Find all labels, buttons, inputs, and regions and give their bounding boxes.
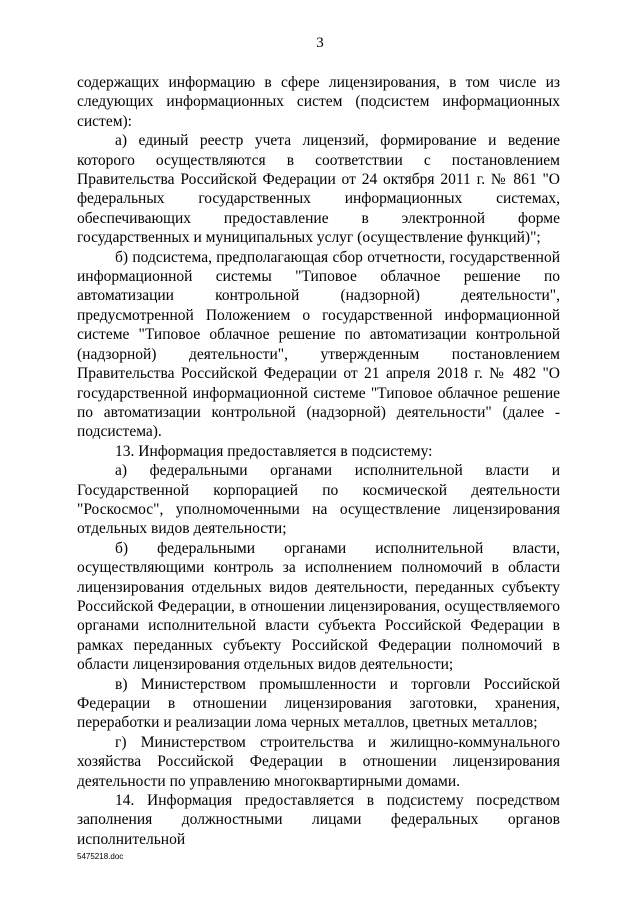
paragraph-clause-13-a: а) федеральными органами исполнительной власти и Государственной корпорацией по космической деятельности "Роскосмос", уполномоченными на осуществление лицензирования отдельных видов деятельности;	[77, 462, 560, 538]
paragraph-item-a-registry: а) единый реестр учета лицензий, формирование и ведение которого осуществляются в соответствии с постановлением Правительства Российской Федерации от 24 октября 2011 г. № 861 "О федеральных государственных информационных системах, обеспечивающих предоставление в электронной форме государственных и муниципальных услуг (осуществление функций)";	[77, 132, 560, 247]
paragraph-item-b-subsystem: б) подсистема, предполагающая сбор отчетности, государственной информационной системы "Типовое облачное решение по автоматизации контрольной (надзорной) деятельности", предусмотренной Положением о государственной информационной системе "Типовое облачное решение по автоматизации контрольной (надзорной) деятельности", утвержденным постановлением Правительства Российской Федерации от 21 апреля 2018 г. № 482 "О государственной информационной системе "Типовое облачное решение по автоматизации контрольной (надзорной) деятельности" (далее - подсистема).	[77, 248, 560, 441]
paragraph-clause-13-v: в) Министерством промышленности и торговли Российской Федерации в отношении лицензирования заготовки, хранения, переработки и реализации лома черных металлов, цветных металлов;	[77, 675, 560, 732]
paragraph-continuation: содержащих информацию в сфере лицензирования, в том числе из следующих информационных систем (подсистем информационных систем):	[77, 74, 560, 130]
page-number: 3	[316, 35, 324, 51]
paragraph-clause-13-g: г) Министерством строительства и жилищно-коммунального хозяйства Российской Федерации в отношении лицензирования деятельности по управлению многоквартирными домами.	[77, 733, 560, 790]
document-body	[77, 73, 560, 849]
paragraph-clause-13-b: б) федеральными органами исполнительной власти, осуществляющими контроль за исполнением полномочий в области лицензирования отдельных видов деятельности, переданных субъекту Российской Федерации, в отношении лицензирования, осуществляемого органами исполнительной власти субъекта Российской Федерации в рамках переданных субъекту Российской Федерации полномочий в области лицензирования отдельных видов деятельности;	[77, 539, 560, 674]
paragraph-clause-13: 13. Информация предоставляется в подсистему:	[115, 442, 433, 460]
paragraph-clause-14: 14. Информация предоставляется в подсистему посредством заполнения должностными лицами федеральных органов исполнительной	[77, 792, 560, 848]
footer-filename: 5475218.doc	[77, 852, 124, 861]
